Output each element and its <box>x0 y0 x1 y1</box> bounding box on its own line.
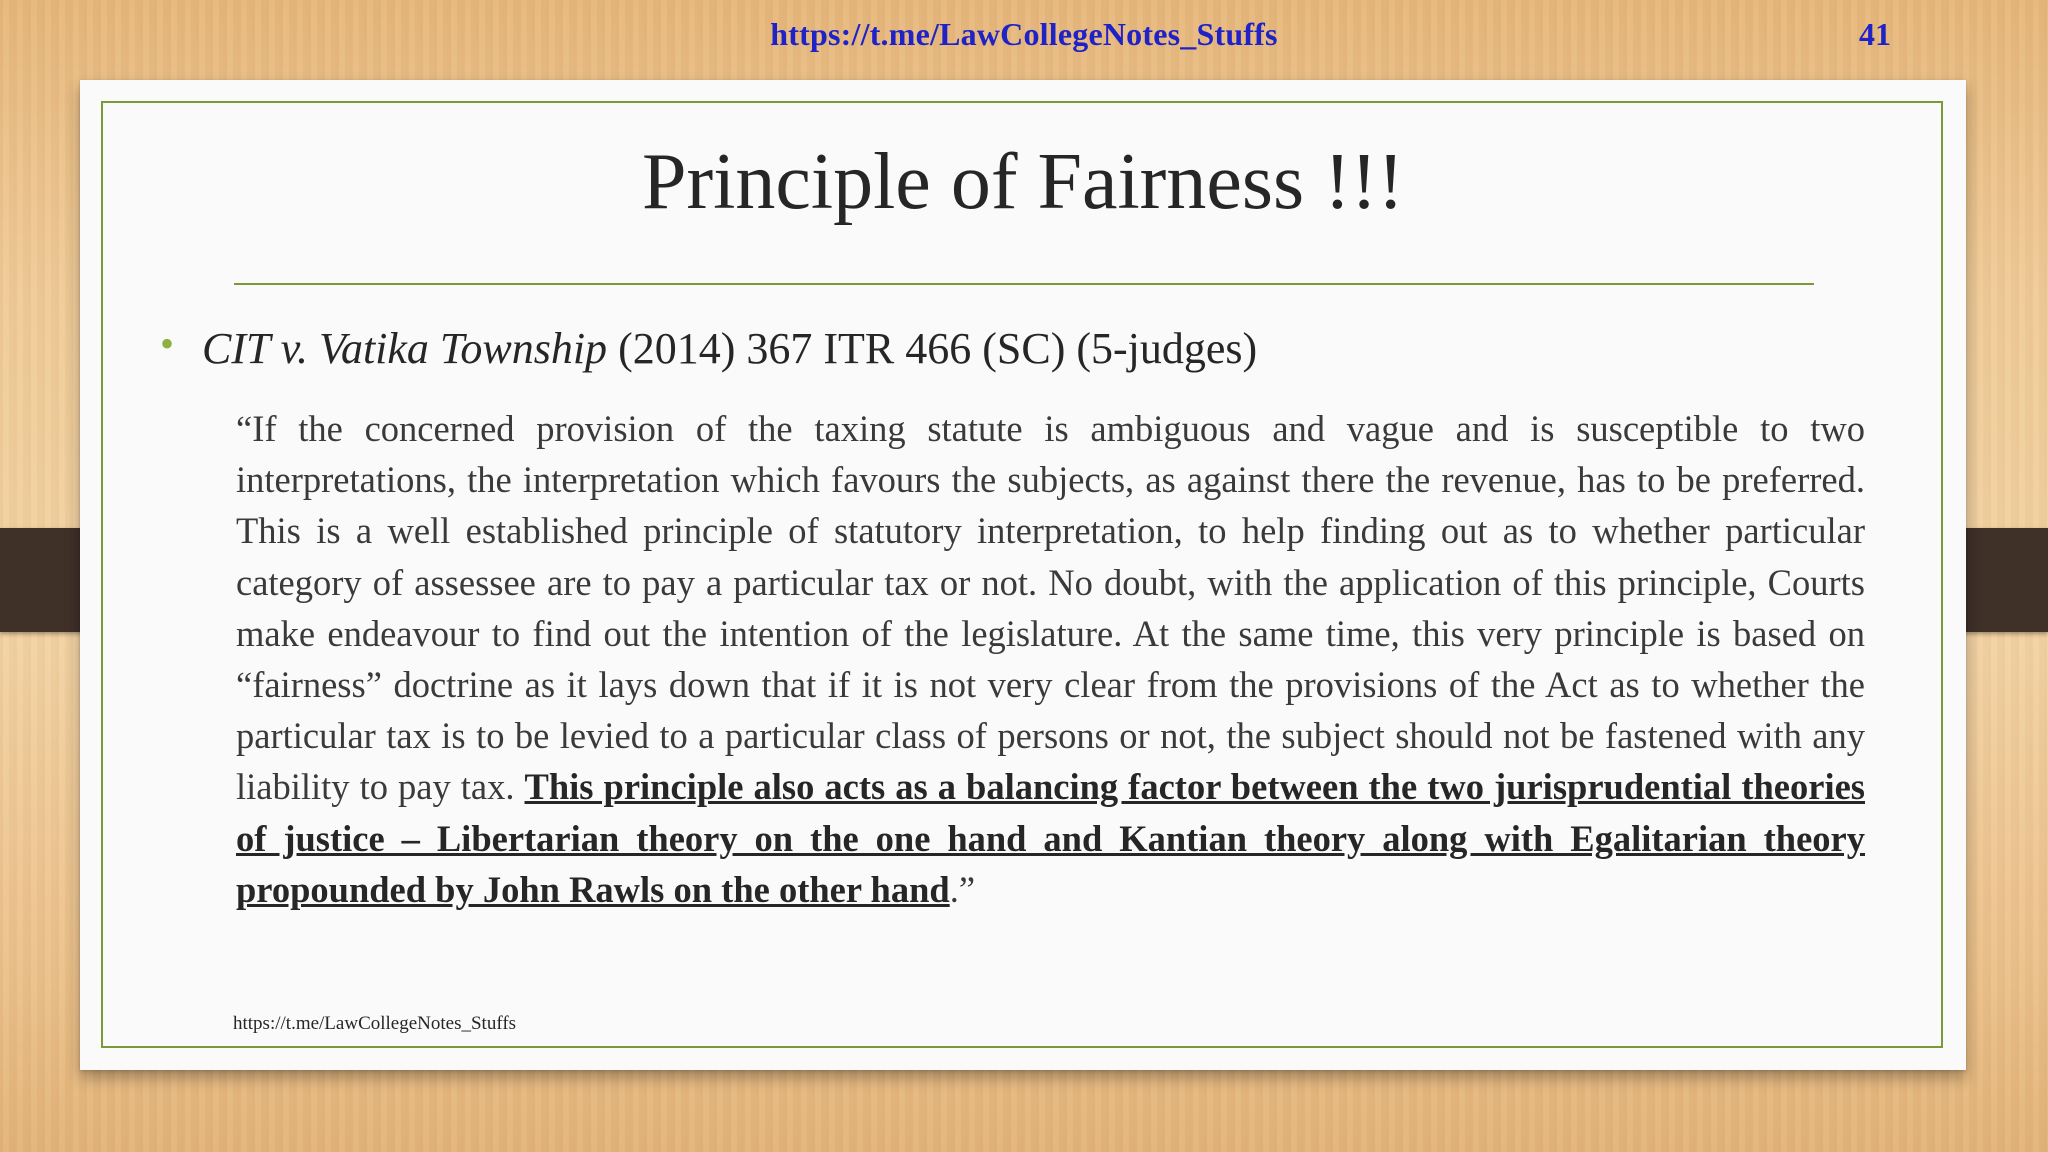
bullet-dot-icon: • <box>160 321 175 366</box>
quote-closing: .” <box>949 868 976 910</box>
footer-link[interactable]: https://t.me/LawCollegeNotes_Stuffs <box>233 1013 517 1034</box>
judgment-quote <box>236 403 1865 915</box>
slide <box>80 80 1966 1070</box>
page-number: 41 <box>1859 16 1891 52</box>
header-link[interactable]: https://t.me/LawCollegeNotes_Stuffs <box>770 16 1278 52</box>
slide-title: Principle of Fairness !!! <box>641 138 1405 226</box>
case-citation-bullet <box>160 323 1257 374</box>
case-citation: (2014) 367 ITR 466 (SC) (5-judges) <box>618 324 1258 373</box>
title-divider <box>234 283 1814 285</box>
quote-emphasis: This principle also acts as a balancing factor between the two jurisprudential theories of justice – Libertarian theory on the one hand and Kantian theory along with Egalitarian theory propounded by John Rawls on the other hand <box>236 766 1865 910</box>
quote-body: “If the concerned provision of the taxing statute is ambiguous and vague and is susceptible to two interpretations, the interpretation which favours the subjects, as against there the revenue, has to be preferred. This is a well established principle of statutory interpretation, to help finding out as to whether particular category of assessee are to pay a particular tax or not. No doubt, with the application of this principle, Courts make endeavour to find out the intention of the legislature. At the same time, this very principle is based on “fairness” doctrine as it lays down that if it is not very clear from the provisions of the Act as to whether the particular tax is to be levied to a particular class of persons or not, the subject should not be fastened with any liability to pay tax. <box>236 408 1865 808</box>
case-name: CIT v. Vatika Township <box>202 324 608 373</box>
